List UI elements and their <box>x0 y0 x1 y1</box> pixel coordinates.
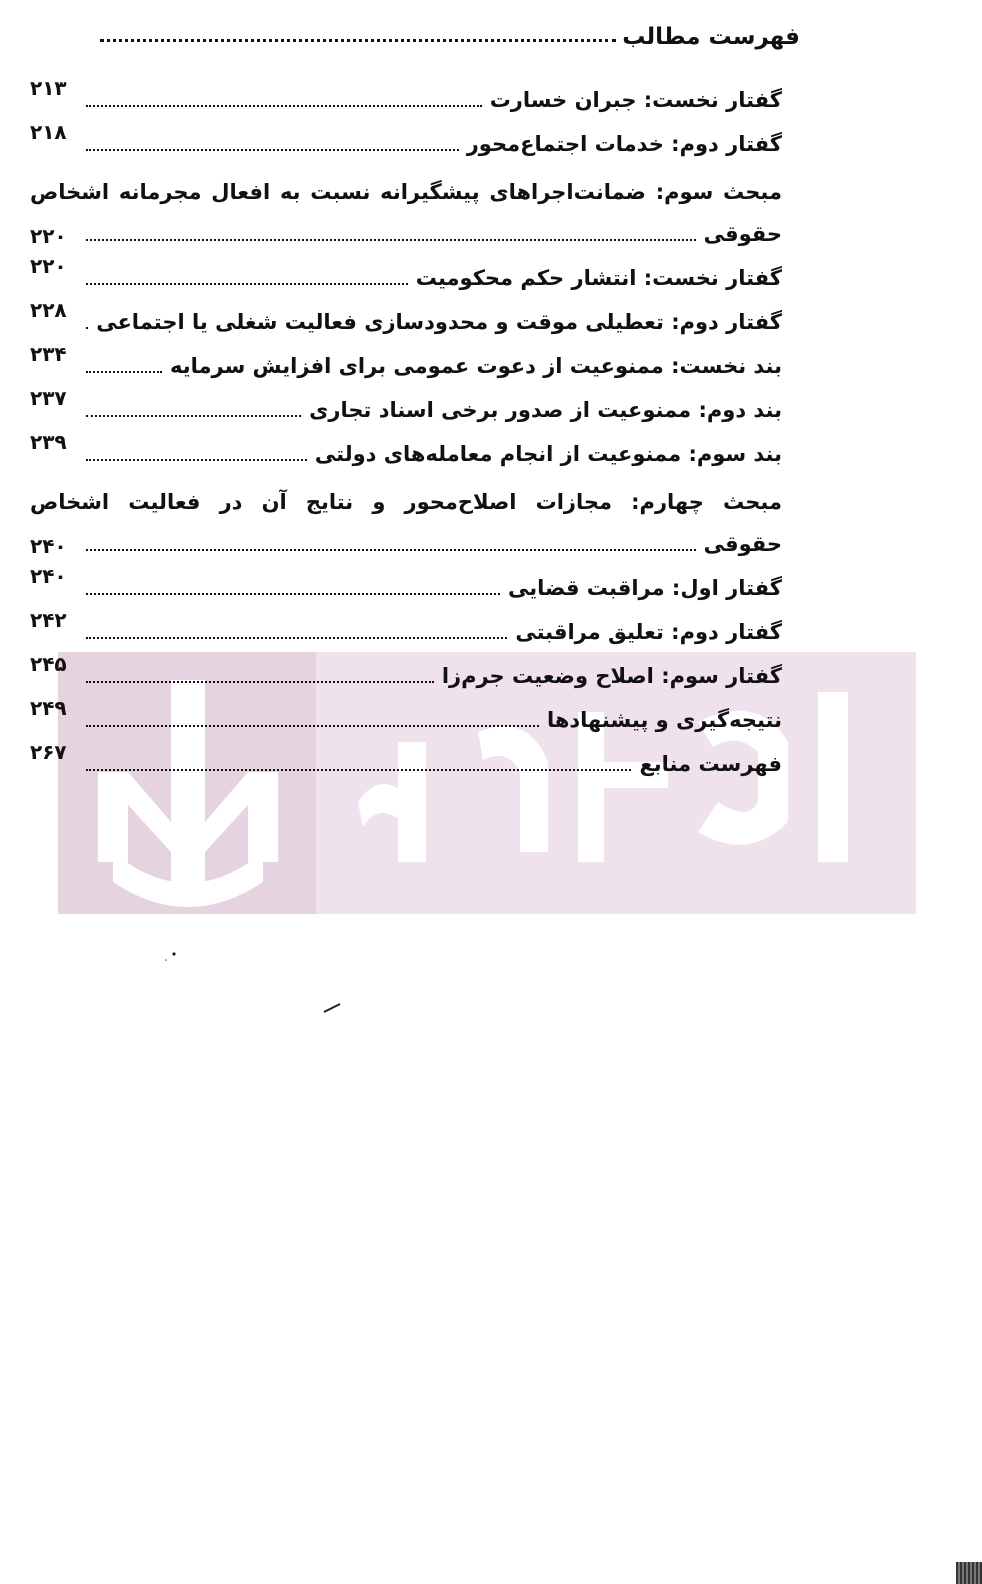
toc-entry-page: ۲۳۷ <box>30 386 67 410</box>
toc-entry-title: نتیجه‌گیری و پیشنهادها <box>546 708 782 732</box>
leader-dots <box>86 593 500 595</box>
toc-entry[interactable] <box>30 468 782 558</box>
toc-entry[interactable] <box>30 248 782 292</box>
toc-entry-page: ۲۴۲ <box>30 608 67 632</box>
toc-entry-page: ۲۳۴ <box>30 342 67 366</box>
toc-entry-title: گفتار نخست: جبران خسارت <box>489 88 782 112</box>
toc-header <box>100 14 800 50</box>
toc-entry[interactable] <box>30 114 782 158</box>
leader-dots <box>86 105 482 107</box>
toc-entry-continuation <box>30 218 782 248</box>
leader-dots <box>86 283 408 285</box>
toc-entry-page: ۲۲۰ <box>30 224 67 248</box>
toc-entry[interactable] <box>30 602 782 646</box>
toc-entry-page: ۲۲۸ <box>30 298 67 322</box>
toc-entry[interactable] <box>30 292 782 336</box>
toc-entry-page: ۲۴۵ <box>30 652 67 676</box>
toc-entry[interactable] <box>30 690 782 734</box>
toc-entry[interactable] <box>30 158 782 248</box>
leader-dots <box>86 725 539 727</box>
leader-dots <box>86 327 88 329</box>
toc-entry-title-block <box>30 178 782 248</box>
toc-entry[interactable] <box>30 70 782 114</box>
toc-entry-page: ۲۴۹ <box>30 696 67 720</box>
toc-entry-title: گفتار نخست: انتشار حکم محکومیت <box>415 266 782 290</box>
page-title: فهرست مطالب <box>622 24 800 50</box>
leader-dots <box>86 415 301 417</box>
toc-entry-title: گفتار دوم: تعلیق مراقبتی <box>515 620 782 644</box>
toc-entry[interactable] <box>30 646 782 690</box>
toc-entry-title-cont: حقوقی <box>703 532 782 556</box>
toc-entry[interactable] <box>30 734 782 778</box>
toc-entry-page: ۲۱۳ <box>30 76 67 100</box>
leader-dots <box>86 371 162 373</box>
toc-entry-title: گفتار دوم: خدمات اجتماع‌محور <box>466 132 782 156</box>
toc-entry-title: بند سوم: ممنوعیت از انجام معامله‌های دولتی <box>314 442 782 466</box>
scan-stroke-icon <box>322 1000 344 1016</box>
toc-entry-page: ۲۶۷ <box>30 740 67 764</box>
toc-entry-title: بند نخست: ممنوعیت از دعوت عمومی برای افزایش سرمایه <box>170 354 782 378</box>
toc-entry[interactable] <box>30 558 782 602</box>
toc-entry-title: گفتار اول: مراقبت قضایی <box>508 576 782 600</box>
toc-entry-title: مبحث چهارم: مجازات اصلاح‌محور و نتایج آن در فعالیت اشخاص <box>30 490 782 514</box>
toc-entry-page: ۲۴۰ <box>30 564 67 588</box>
leader-dots <box>86 459 307 461</box>
scan-edge-mark <box>956 1562 982 1584</box>
leader-dots <box>86 149 459 151</box>
toc-entry-title-cont: حقوقی <box>703 222 782 246</box>
toc-entry[interactable] <box>30 380 782 424</box>
toc-entry-title: گفتار دوم: تعطیلی موقت و محدودسازی فعالیت شغلی یا اجتماعی <box>96 310 782 334</box>
toc-entry-title: مبحث سوم: ضمانت‌اجراهای پیشگیرانه نسبت به افعال مجرمانه اشخاص <box>30 180 782 204</box>
leader-dots <box>86 549 696 551</box>
toc-entry[interactable] <box>30 336 782 380</box>
toc-entry[interactable] <box>30 424 782 468</box>
leader-dots <box>86 681 434 683</box>
toc-entry-title-block <box>30 488 782 558</box>
toc-list <box>30 70 782 778</box>
toc-entry-title: فهرست منابع <box>639 752 782 776</box>
leader-dots <box>100 39 616 42</box>
toc-entry-continuation <box>30 528 782 558</box>
scan-speck-icon <box>160 950 180 964</box>
toc-entry-page: ۲۱۸ <box>30 120 67 144</box>
leader-dots <box>86 239 696 241</box>
toc-entry-title: گفتار سوم: اصلاح وضعیت جرم‌زا <box>441 664 782 688</box>
toc-entry-page: ۲۴۰ <box>30 534 67 558</box>
leader-dots <box>86 769 631 771</box>
toc-entry-page: ۲۲۰ <box>30 254 67 278</box>
leader-dots <box>86 637 507 639</box>
toc-entry-page: ۲۳۹ <box>30 430 67 454</box>
toc-entry-title: بند دوم: ممنوعیت از صدور برخی اسناد تجاری <box>309 398 782 422</box>
